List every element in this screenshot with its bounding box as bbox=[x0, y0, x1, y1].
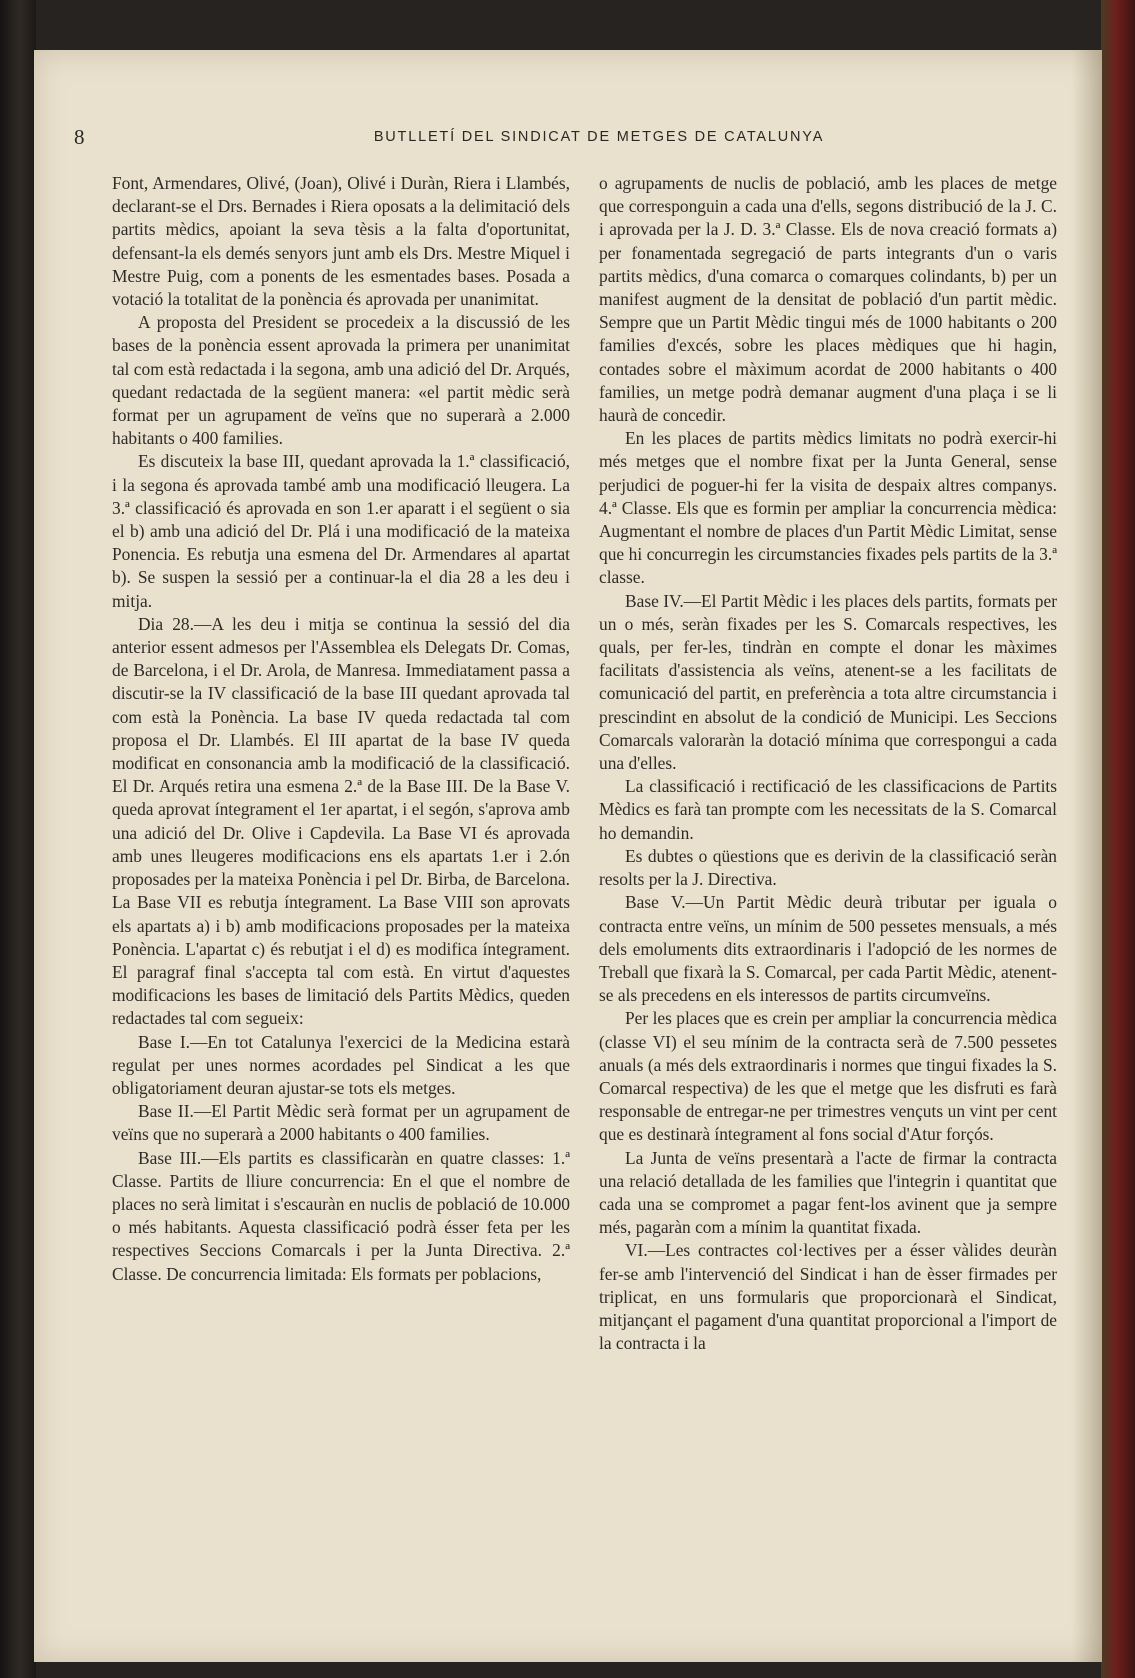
text-columns bbox=[112, 172, 1057, 1652]
paragraph: Base IV.—El Partit Mèdic i les places dels partits, formats per un o més, seràn fixades per les S. Comarcals respectives, les quals, per fer-les, tindràn en compte el donar les màximes facilitats d'assistencia als veïns, atenent-se a les facilitats de comunicació del partit, en preferència a tota altre circumstancia i prescindint en absolut de la condició de Municipi. Les Seccions Comarcals valoraràn la dotació mínima que correspongui a cada una d'elles. bbox=[599, 590, 1057, 774]
paragraph: Per les places que es crein per ampliar la concurrencia mèdica (classe VI) el seu mínim de la contracta serà de 7.500 pessetes anuals (a més dels extraordinaris i normes que tingui fixades la S. Comarcal respectiva) de les que el metge que les disfruti es farà responsable de entregar-ne per trimestres vençuts un vint per cent que es destinarà íntegrament al fons social d'Atur forçós. bbox=[599, 1008, 1057, 1145]
book-spine-shadow bbox=[0, 0, 36, 1678]
paragraph: Base III.—Els partits es classificaràn en quatre classes: 1.ª Classe. Partits de lliure concurrencia: En el que el nombre de places no serà limitat i s'escauràn en nuclis de població de 10.000 o més habitants. Aquesta classificació podrà ésser feta per les respectives Seccions Comarcals i per la Junta Directiva. 2.ª Classe. De concurrencia limitada: Els formats per poblacions, bbox=[112, 1147, 570, 1284]
paragraph: A proposta del President se procedeix a la discussió de les bases de la ponència essent aprovada la primera per unanimitat tal com està redactada i la segona, amb una adició del Dr. Arqués, quedant redactada de la següent manera: «el partit mèdic serà format per un agrupament de veïns que no superarà a 2.000 habitants o 400 families. bbox=[112, 312, 570, 449]
running-title: BUTLLETÍ DEL SINDICAT DE METGES DE CATALUNYA bbox=[373, 129, 825, 145]
right-column bbox=[599, 172, 1057, 1652]
paragraph: o agrupaments de nuclis de població, amb les places de metge que corresponguin a cada una d'ells, segons distribució de la J. C. i aprovada per la J. D. 3.ª Classe. Els de nova creació formats a) per fonamentada segregació de parts integrants d'un o varis partits mèdics, d'una comarca o comarques colindants, b) per un manifest augment de la densitat de població d'un partit mèdic. Sempre que un Partit Mèdic tingui més de 1000 habitants o 200 families d'excés, sobre les places mèdiques que hi hagin, contades sobre el màximum acordat de 2000 habitants o 400 families, un metge podrà demanar augment d'una plaça i se li haurà de concedir. bbox=[599, 173, 1057, 426]
paragraph: La classificació i rectificació de les classificacions de Partits Mèdics es farà tan prompte com les necessitats de la S. Comarcal ho demandin. bbox=[599, 776, 1057, 843]
paragraph: Base II.—El Partit Mèdic serà format per un agrupament de veïns que no superarà a 2000 habitants o 400 families. bbox=[112, 1101, 570, 1145]
paragraph: Base V.—Un Partit Mèdic deurà tributar per iguala o contracta entre veïns, un mínim de 500 pessetes mensuals, a més dels emoluments dits extraordinaris i l'adopció de les normes de Treball que fixarà la S. Comarcal, per cada Partit Mèdic, atenent-se als precedens en els interessos de partits circumveïns. bbox=[599, 892, 1057, 1006]
page-fold-shadow bbox=[1072, 50, 1102, 1662]
paragraph: La Junta de veïns presentarà a l'acte de firmar la contracta una relació detallada de les families que l'integrin i quantitat que cada una se compromet a pagar fent-los avinent que ja sempre més, pagaràn com a mínim la quantitat fixada. bbox=[599, 1147, 1057, 1238]
paragraph: En les places de partits mèdics limitats no podrà exercir-hi més metges que el nombre fixat per la Junta General, sense perjudici de poguer-hi fer la visita de despaix altres companys. 4.ª Classe. Els que es formin per ampliar la concurrencia mèdica: Augmentant el nombre de places d'un Partit Mèdic Limitat, sense que hi concurregin les circumstancies fixades pels partits de la 3.ª classe. bbox=[599, 428, 1057, 588]
paragraph: Font, Armendares, Olivé, (Joan), Olivé i Duràn, Riera i Llambés, declarant-se el Drs. Bernades i Riera oposats a la delimitació dels partits mèdics, apoiant la seva tèsis a la falta d'oportunitat, defensant-la els demés senyors junt amb els Drs. Mestre Miquel i Mestre Puig, com a ponents de les esmentades bases. Posada a votació la totalitat de la ponència és aprovada per unanimitat. bbox=[112, 173, 570, 310]
book-cover-edge bbox=[1101, 0, 1135, 1678]
paragraph: VI.—Les contractes col·lectives per a ésser vàlides deuràn fer-se amb l'intervenció del Sindicat i han de èsser firmades per triplicat, en uns formularis que proporcionarà el Sindicat, mitjançant el pagament d'una quantitat proporcional a l'import de la contracta i la bbox=[599, 1240, 1057, 1354]
page-header bbox=[74, 125, 1054, 155]
left-column bbox=[112, 172, 570, 1652]
paragraph: Es discuteix la base III, quedant aprovada la 1.ª classificació, i la segona és aprovada també amb una modificació lleugera. La 3.ª classificació és aprovada en son 1.er aparatt i el següent o sia el b) amb una adició del Dr. Plá i una modificació de la mateixa Ponencia. Es rebutja una esmena del Dr. Armendares al apartat b). Se suspen la sessió per a continuar-la el dia 28 a les deu i mitja. bbox=[112, 451, 570, 611]
paragraph: Base I.—En tot Catalunya l'exercici de la Medicina estarà regulat per unes normes acordades pel Sindicat a les que obligatoriament deuran ajustar-se tots els metges. bbox=[112, 1031, 570, 1098]
page-number: 8 bbox=[74, 125, 85, 149]
paragraph: Dia 28.—A les deu i mitja se continua la sessió del dia anterior essent admesos per l'Assemblea els Delegats Dr. Comas, de Barcelona, i el Dr. Arola, de Manresa. Immediatament passa a discutir-se la IV classificació de la base III quedant aprovada tal com està la Ponència. La base IV queda redactada tal com proposa el Dr. Llambés. El III apartat de la base IV queda modificat en consonancia amb la modificació de la classificació. El Dr. Arqués retira una esmena 2.ª de la Base III. De la Base V. queda aprovat íntegrament el 1er apartat, i el segón, s'aprova amb una adició del Dr. Olive i Capdevila. La Base VI és aprovada amb unes lleugeres modificacions ens els apartats 1.er i 2.ón proposades per la mateixa Ponència i pel Dr. Birba, de Barcelona. La Base VII es rebutja íntegrament. La Base VIII son aprovats els apartats a) i b) amb modificacions proposades per la mateixa Ponència. L'apartat c) és rebutjat i el d) es modifica íntegrament. El paragraf final s'accepta tal com està. En virtut d'aquestes modificacions les bases de limitació dels Partits Mèdics, queden redactades tal com segueix: bbox=[112, 613, 570, 1029]
paragraph: Es dubtes o qüestions que es derivin de la classificació seràn resolts per la J. Directiva. bbox=[599, 845, 1057, 890]
